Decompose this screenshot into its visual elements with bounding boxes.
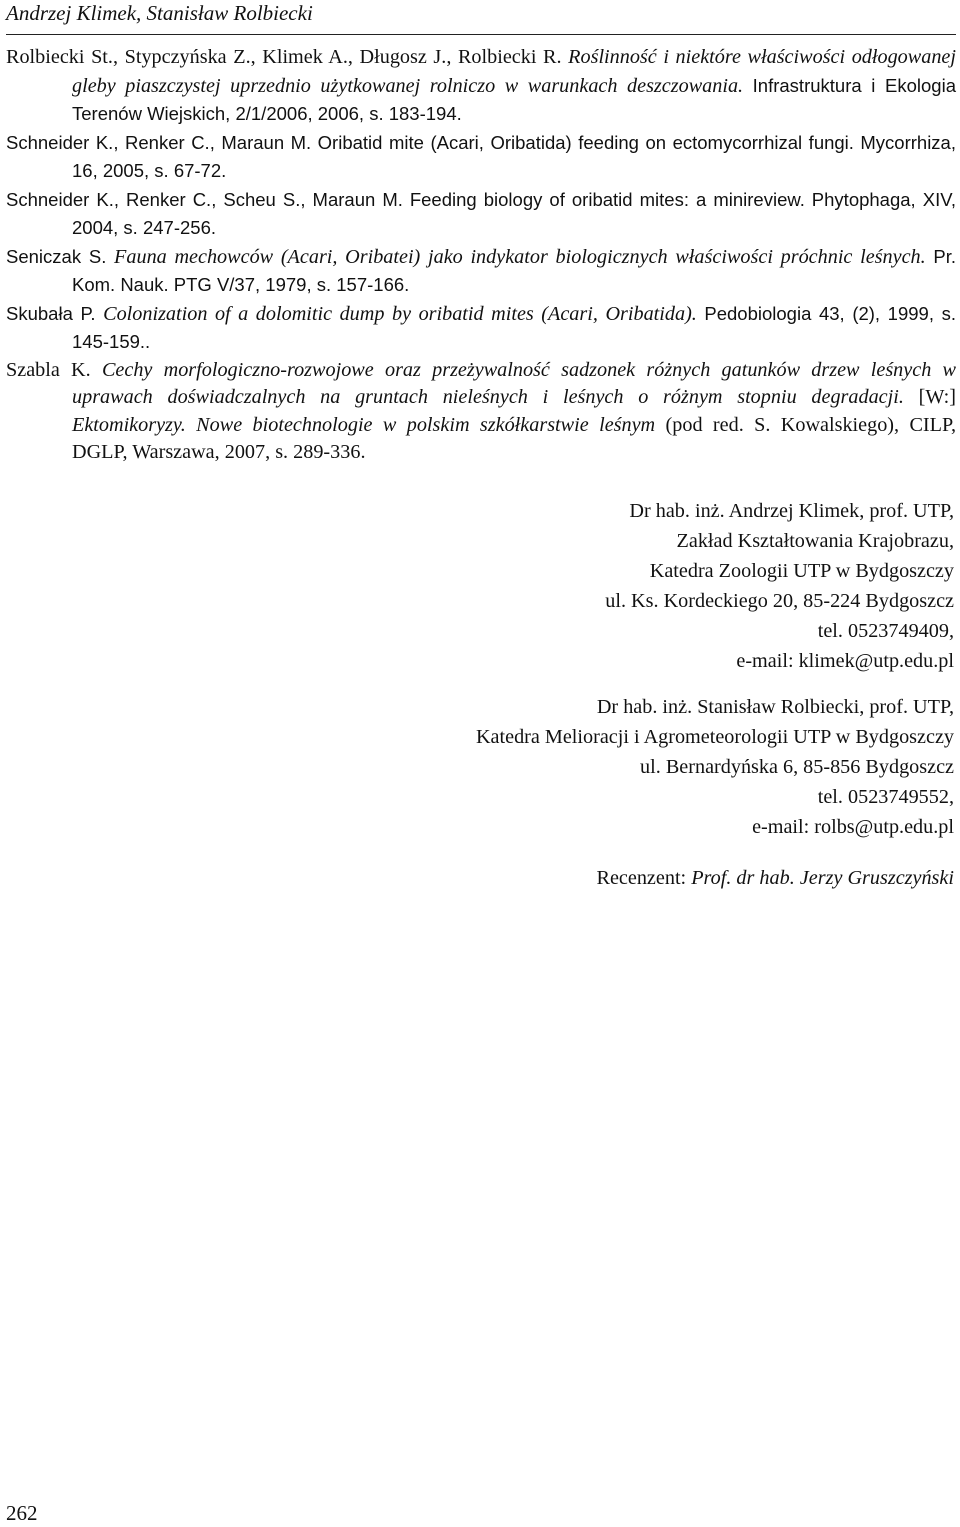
author-street: ul. Ks. Kordeckiego 20, 85-224 Bydgoszcz [605, 590, 954, 612]
reference-authors: Rolbiecki St., Stypczyńska Z., Klimek A., Długosz J., Rolbiecki R. [6, 46, 562, 68]
header-divider [6, 34, 956, 35]
reviewer-name: Prof. dr hab. Jerzy Gruszczyński [691, 867, 954, 889]
reference-source: Pr. Kom. Nauk. PTG V/37, 1979, s. 157-166. [72, 245, 956, 295]
author-phone: tel. 0523749552, [817, 786, 954, 808]
reference-title: Feeding biology of oribatid mites: a minireview. [409, 188, 805, 210]
reference-authors: Schneider K., Renker C., Scheu S., Maraun M. [6, 188, 403, 210]
reference-authors: Schneider K., Renker C., Maraun M. [6, 131, 312, 153]
reference-item [6, 44, 956, 129]
running-title: Andrzej Klimek, Stanisław Rolbiecki [6, 1, 313, 25]
author-email: e-mail: klimek@utp.edu.pl [736, 650, 954, 672]
running-header [6, 0, 956, 40]
author-unit: Katedra Zoologii UTP w Bydgoszczy [649, 560, 954, 582]
author-unit: Katedra Melioracji i Agrometeorologii UTP w Bydgoszczy [475, 726, 954, 748]
reference-title: Colonization of a dolomitic dump by oribatid mites (Acari, Oribatida). [103, 302, 697, 325]
reference-authors: Skubała P. [6, 302, 96, 324]
reference-item [6, 357, 956, 467]
reference-in-label: [W:] [918, 386, 956, 408]
author-email: e-mail: rolbs@utp.edu.pl [752, 816, 954, 838]
reference-authors: Seniczak S. [6, 245, 107, 267]
reference-source: Phytophaga, XIV, 2004, s. 247-256. [72, 188, 956, 238]
reference-title: Oribatid mite (Acari, Oribatida) feeding on ectomycorrhizal fungi. [317, 131, 854, 153]
reference-item [6, 129, 956, 186]
page-number: 262 [6, 1501, 38, 1525]
reference-source: Mycorrhiza, 16, 2005, s. 67-72. [72, 131, 956, 181]
reference-list [6, 44, 956, 467]
reviewer-line [596, 863, 954, 893]
reviewer-label: Recenzent: [596, 867, 687, 889]
reference-title: Cechy morfologiczno-rozwojowe oraz przeżywalność sadzonek różnych gatunków drzew leśnych w uprawach doświadczalnych na gruntach nieleśnych i leśnych o różnym stopniu degradacji. [72, 358, 957, 408]
reference-item [6, 300, 956, 357]
author-name: Dr hab. inż. Stanisław Rolbiecki, prof. UTP, [596, 696, 954, 718]
reference-item [6, 243, 956, 300]
reference-book-title: Ektomikoryzy. Nowe biotechnologie w polskim szkółkarstwie leśnym [72, 413, 656, 436]
author-phone: tel. 0523749409, [817, 620, 954, 642]
reference-source: Pedobiologia 43, (2), 1999, s. 145-159.. [72, 302, 956, 352]
author-address-klimek [605, 496, 954, 676]
reference-source: (pod red. S. Kowalskiego), CILP, DGLP, Warszawa, 2007, s. 289-336. [72, 413, 956, 463]
author-address-rolbiecki [476, 692, 954, 842]
reference-title: Roślinność i niektóre właściwości odłogowanej gleby piaszczystej uprzednio użytkowanej rolniczo w warunkach deszczowania. [72, 46, 956, 97]
author-unit: Zakład Kształtowania Krajobrazu, [676, 530, 954, 552]
reference-title: Fauna mechowców (Acari, Oribatei) jako indykator biologicznych właściwości próchnic leśnych. [114, 245, 926, 268]
reference-item [6, 186, 956, 243]
reference-source: Infrastruktura i Ekologia Terenów Wiejskich, 2/1/2006, 2006, s. 183-194. [72, 74, 956, 124]
author-name: Dr hab. inż. Andrzej Klimek, prof. UTP, [629, 500, 954, 522]
reference-authors: Szabla K. [6, 358, 91, 381]
author-street: ul. Bernardyńska 6, 85-856 Bydgoszcz [640, 756, 954, 778]
